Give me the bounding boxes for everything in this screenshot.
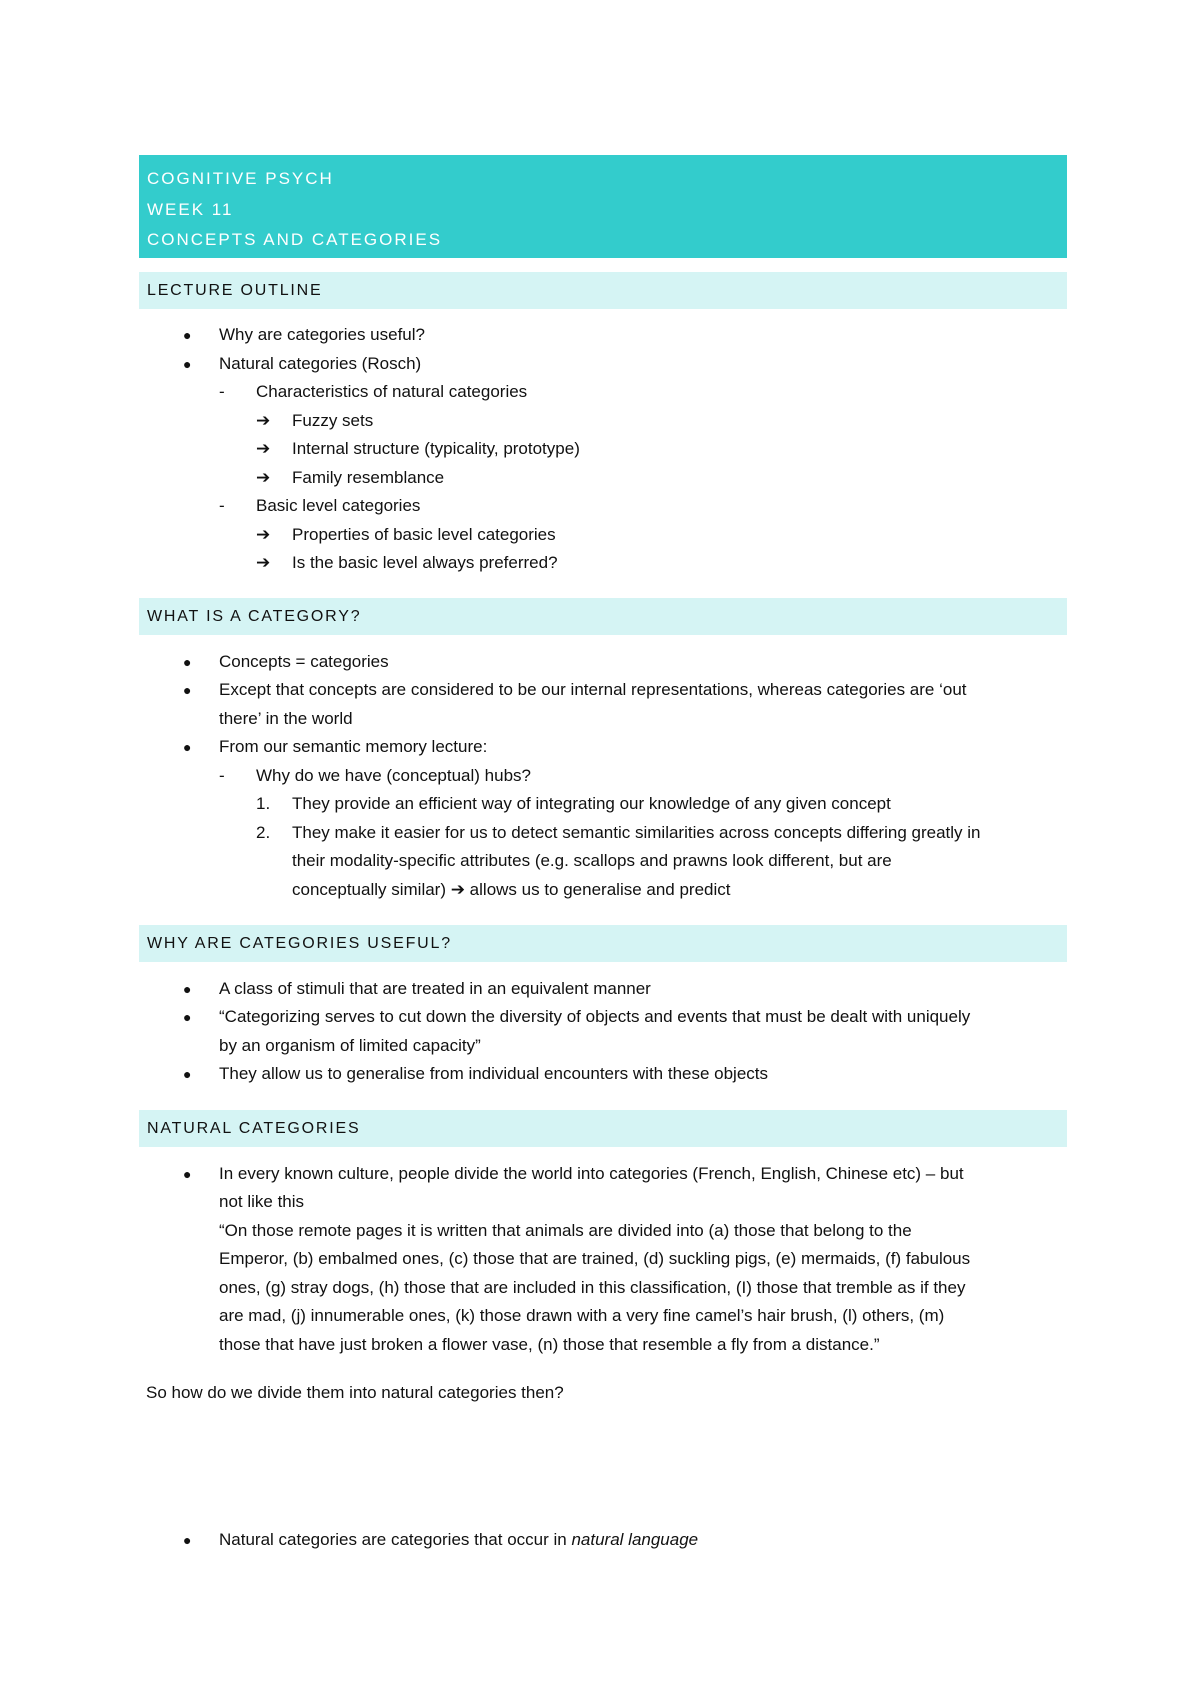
bullet-marker: ● xyxy=(183,1532,192,1548)
body-line: Except that concepts are considered to be our internal representations, whereas categories are ‘out xyxy=(219,680,967,699)
quote-line: are mad, (j) innumerable ones, (k) those drawn with a very fine camel’s hair brush, (l) others, (m) xyxy=(219,1306,945,1325)
bullet-marker: ● xyxy=(183,682,192,698)
quote-line: ones, (g) stray dogs, (h) those that are included in this classification, (I) those that tremble as if they xyxy=(219,1278,966,1297)
outline-item: Is the basic level always preferred? xyxy=(292,553,558,572)
section-heading-what: WHAT IS A CATEGORY? xyxy=(139,598,1067,635)
quote-line: Emperor, (b) embalmed ones, (c) those that are trained, (d) suckling pigs, (e) mermaids, (f) fabulous xyxy=(219,1249,971,1268)
body-line: They allow us to generalise from individual encounters with these objects xyxy=(219,1064,769,1083)
number-marker: 2. xyxy=(256,823,271,842)
body-line: by an organism of limited capacity” xyxy=(219,1036,481,1055)
arrow-icon: ➔ xyxy=(256,468,271,487)
dash-marker: - xyxy=(219,496,225,515)
title-banner xyxy=(139,155,1067,258)
bullet-marker: ● xyxy=(183,1066,192,1082)
topic-title: CONCEPTS AND CATEGORIES xyxy=(147,230,443,249)
outline-item: Family resemblance xyxy=(292,468,445,487)
outline-item: Characteristics of natural categories xyxy=(256,382,528,401)
quote-line: those that have just broken a flower vase, (n) those that resemble a fly from a distance.” xyxy=(219,1335,880,1354)
bullet-marker: ● xyxy=(183,981,192,997)
definition-emphasis: natural language xyxy=(571,1530,699,1549)
section-heading-outline: LECTURE OUTLINE xyxy=(139,272,1067,309)
arrow-icon: ➔ xyxy=(256,525,271,544)
body-line: In every known culture, people divide the world into categories (French, English, Chinese etc) – but xyxy=(219,1164,964,1183)
outline-item: Natural categories (Rosch) xyxy=(219,354,422,373)
body-line: They provide an efficient way of integrating our knowledge of any given concept xyxy=(292,794,891,813)
dash-marker: - xyxy=(219,766,225,785)
body-line: there’ in the world xyxy=(219,709,353,728)
body-line: Concepts = categories xyxy=(219,652,389,671)
body-line: Why do we have (conceptual) hubs? xyxy=(256,766,531,785)
bullet-marker: ● xyxy=(183,1166,192,1182)
quote-line: “On those remote pages it is written that animals are divided into (a) those that belong to the xyxy=(219,1221,912,1240)
week-title: WEEK 11 xyxy=(147,199,234,219)
outline-item: Internal structure (typicality, prototype) xyxy=(292,439,580,458)
arrow-icon: ➔ xyxy=(256,411,271,430)
outline-item: Fuzzy sets xyxy=(292,411,374,430)
body-line: their modality-specific attributes (e.g. scallops and prawns look different, but are xyxy=(292,851,892,870)
definition-text: Natural categories are categories that occur in xyxy=(219,1530,572,1549)
bullet-marker: ● xyxy=(183,654,192,670)
definition-line xyxy=(219,1529,698,1551)
body-line: “Categorizing serves to cut down the diversity of objects and events that must be dealt with uniquely xyxy=(219,1007,971,1026)
dash-marker: - xyxy=(219,382,225,401)
course-title: COGNITIVE PSYCH xyxy=(147,169,334,188)
body-line: They make it easier for us to detect semantic similarities across concepts differing greatly in xyxy=(292,823,981,842)
outline-item: Why are categories useful? xyxy=(219,325,425,344)
outline-item: Properties of basic level categories xyxy=(292,525,556,544)
section-heading-natural: NATURAL CATEGORIES xyxy=(139,1110,1067,1147)
number-marker: 1. xyxy=(256,794,271,813)
bullet-marker: ● xyxy=(183,327,192,343)
question-line: So how do we divide them into natural categories then? xyxy=(146,1383,564,1402)
bullet-marker: ● xyxy=(183,1009,192,1025)
body-line: not like this xyxy=(219,1192,305,1211)
body-line: A class of stimuli that are treated in an equivalent manner xyxy=(219,979,651,998)
arrow-icon: ➔ xyxy=(256,553,271,572)
body-line: conceptually similar) ➔ allows us to generalise and predict xyxy=(292,880,731,899)
outline-item: Basic level categories xyxy=(256,496,421,515)
bullet-marker: ● xyxy=(183,739,192,755)
bullet-marker: ● xyxy=(183,356,192,372)
body-line: From our semantic memory lecture: xyxy=(219,737,488,756)
arrow-icon: ➔ xyxy=(256,439,271,458)
section-heading-useful: WHY ARE CATEGORIES USEFUL? xyxy=(139,925,1067,962)
